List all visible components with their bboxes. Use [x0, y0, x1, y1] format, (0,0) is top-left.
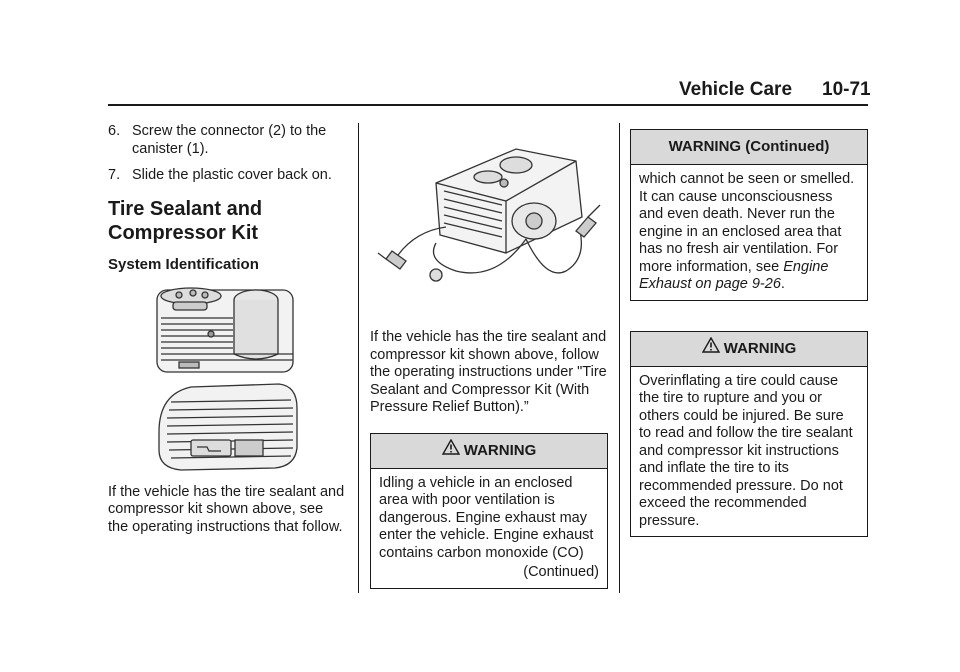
- warning-title: WARNING (Continued): [668, 138, 830, 155]
- warning-triangle-icon: [442, 434, 460, 468]
- step-7: [108, 167, 346, 185]
- warning-header: [631, 332, 867, 367]
- continued-note: (Continued): [523, 564, 599, 580]
- page-header-title: Vehicle Care: [679, 79, 793, 100]
- warning-text: Idling a vehicle in an enclosed area with poor ventilation is dangerous. Engine exhaust may enter the vehicle. Engine exhaust contains carbon monoxide (CO): [379, 474, 594, 561]
- subsection-heading: System Identification: [108, 255, 259, 273]
- warning-text-end: .: [780, 276, 785, 292]
- warning-triangle-icon: [702, 332, 720, 366]
- warning-text: Overinflating a tire could cause the tire to rupture and you or others could be injured. Be sure to read and follow the tire sealant and compressor kit instructions and inflate the tire to its recommended pressure. Do not exceed the recommended pressure.: [639, 372, 853, 529]
- body-paragraph: If the vehicle has the tire sealant and compressor kit shown above, see the operating instructions that follow.: [108, 483, 345, 535]
- column-divider: [619, 123, 620, 593]
- page-number: 10-71: [822, 79, 871, 100]
- warning-continued-box: [630, 129, 868, 301]
- step-text: Slide the plastic cover back on.: [132, 167, 332, 183]
- header-rule: [108, 104, 868, 106]
- column-middle: [370, 123, 608, 589]
- warning-text: which cannot be seen or smelled. It can cause unconsciousness and even death. Never run the engine in an enclosed area that has no fresh air ventilation. For more information, see: [639, 171, 855, 275]
- column-right: [630, 129, 868, 537]
- body-paragraph: If the vehicle has the tire sealant and compressor kit shown above, follow the operating instructions under "Tire Sealant and Compressor Kit (With Pressure Relief Button).”: [370, 329, 607, 415]
- section-heading: Tire Sealant and Compressor Kit: [108, 197, 263, 244]
- compressor-with-hose-illustration: [376, 131, 602, 303]
- warning-header: [371, 434, 607, 469]
- column-left: [108, 123, 346, 536]
- step-text: Screw the connector (2) to the canister (1).: [132, 123, 327, 157]
- step-number: 6.: [108, 123, 121, 139]
- warning-box: [630, 331, 868, 538]
- step-6: [108, 123, 346, 158]
- compressor-kit-illustration: [151, 282, 301, 474]
- cross-reference-link[interactable]: Engine Exhaust on page 9-26: [639, 258, 829, 292]
- warning-box: [370, 433, 608, 589]
- warning-header: [631, 130, 867, 165]
- column-divider: [358, 123, 359, 593]
- step-number: 7.: [108, 167, 121, 183]
- warning-title: WARNING: [463, 441, 537, 459]
- warning-title: WARNING: [723, 339, 797, 357]
